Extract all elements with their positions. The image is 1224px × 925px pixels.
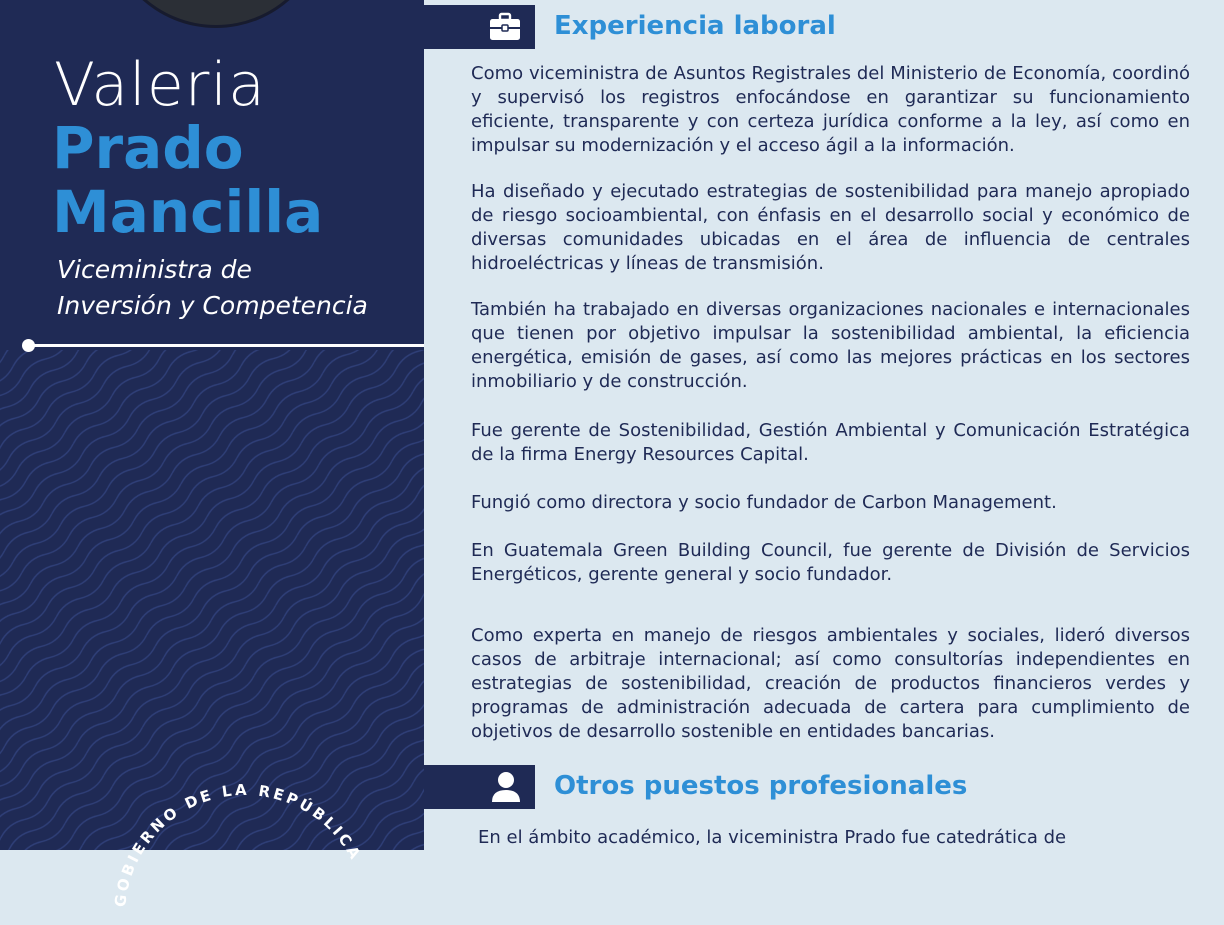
person-icon <box>491 771 521 803</box>
paragraph-7: Como experta en manejo de riesgos ambientales y sociales, lideró diversos casos de arbitraje internacional; así como consultorías independientes en estrategias de sostenibilidad, creación de productos financieros verdes y programas de administración adecuada de cartera para cumplimiento de objetivos de desarrollo sostenible en entidades bancarias. <box>471 625 1190 742</box>
paragraph-5: Fungió como directora y socio fundador de Carbon Management. <box>471 492 1057 513</box>
profile-photo <box>106 0 326 28</box>
role-line-2: Inversión y Competencia <box>57 291 368 320</box>
first-name: Valeria <box>54 50 266 120</box>
experience-header <box>424 5 1224 49</box>
last-name-2: Mancilla <box>52 178 324 246</box>
paragraph-1: Como viceministra de Asuntos Registrales del Ministerio de Economía, coordinó y supervisó los registros enfocándose en garantizar su funcionamiento eficiente, transparente y con certeza jurídica conforme a la ley, así como en impulsar su modernización y el acceso ágil a la información. <box>471 63 1190 156</box>
other-positions-tab <box>424 765 535 809</box>
last-name-1: Prado <box>52 114 244 182</box>
paragraph-8: En el ámbito académico, la viceministra Prado fue catedrática de <box>478 827 1067 848</box>
seal-text: GOBIERNO DE LA REPÚBLICA <box>111 780 366 908</box>
other-positions-header <box>424 765 1224 809</box>
experience-title: Experiencia laboral <box>554 11 836 41</box>
government-seal <box>105 780 385 925</box>
role-line-1: Viceministra de <box>57 255 252 284</box>
divider-dot <box>22 339 35 352</box>
experience-tab <box>424 5 535 49</box>
paragraph-4: Fue gerente de Sostenibilidad, Gestión Ambiental y Comunicación Estratégica de la firma Energy Resources Capital. <box>471 420 1190 465</box>
divider-line <box>28 344 424 347</box>
paragraph-2: Ha diseñado y ejecutado estrategias de sostenibilidad para manejo apropiado de riesgo socioambiental, con énfasis en el desarrollo social y económico de diversas comunidades ubicadas en el área de influencia de centrales hidroeléctricas y líneas de transmisión. <box>471 181 1190 274</box>
profile-panel <box>0 0 424 908</box>
briefcase-icon <box>489 13 521 41</box>
other-positions-title: Otros puestos profesionales <box>554 771 968 801</box>
role-title <box>57 252 417 324</box>
paragraph-3: También ha trabajado en diversas organizaciones nacionales e internacionales que tienen por objetivo impulsar la sostenibilidad ambiental, la eficiencia energética, emisión de gases, así como las mejores prácticas en los sectores inmobiliario y de construcción. <box>471 299 1190 392</box>
wave-pattern <box>0 350 424 850</box>
paragraph-6: En Guatemala Green Building Council, fue gerente de División de Servicios Energéticos, gerente general y socio fundador. <box>471 540 1190 585</box>
